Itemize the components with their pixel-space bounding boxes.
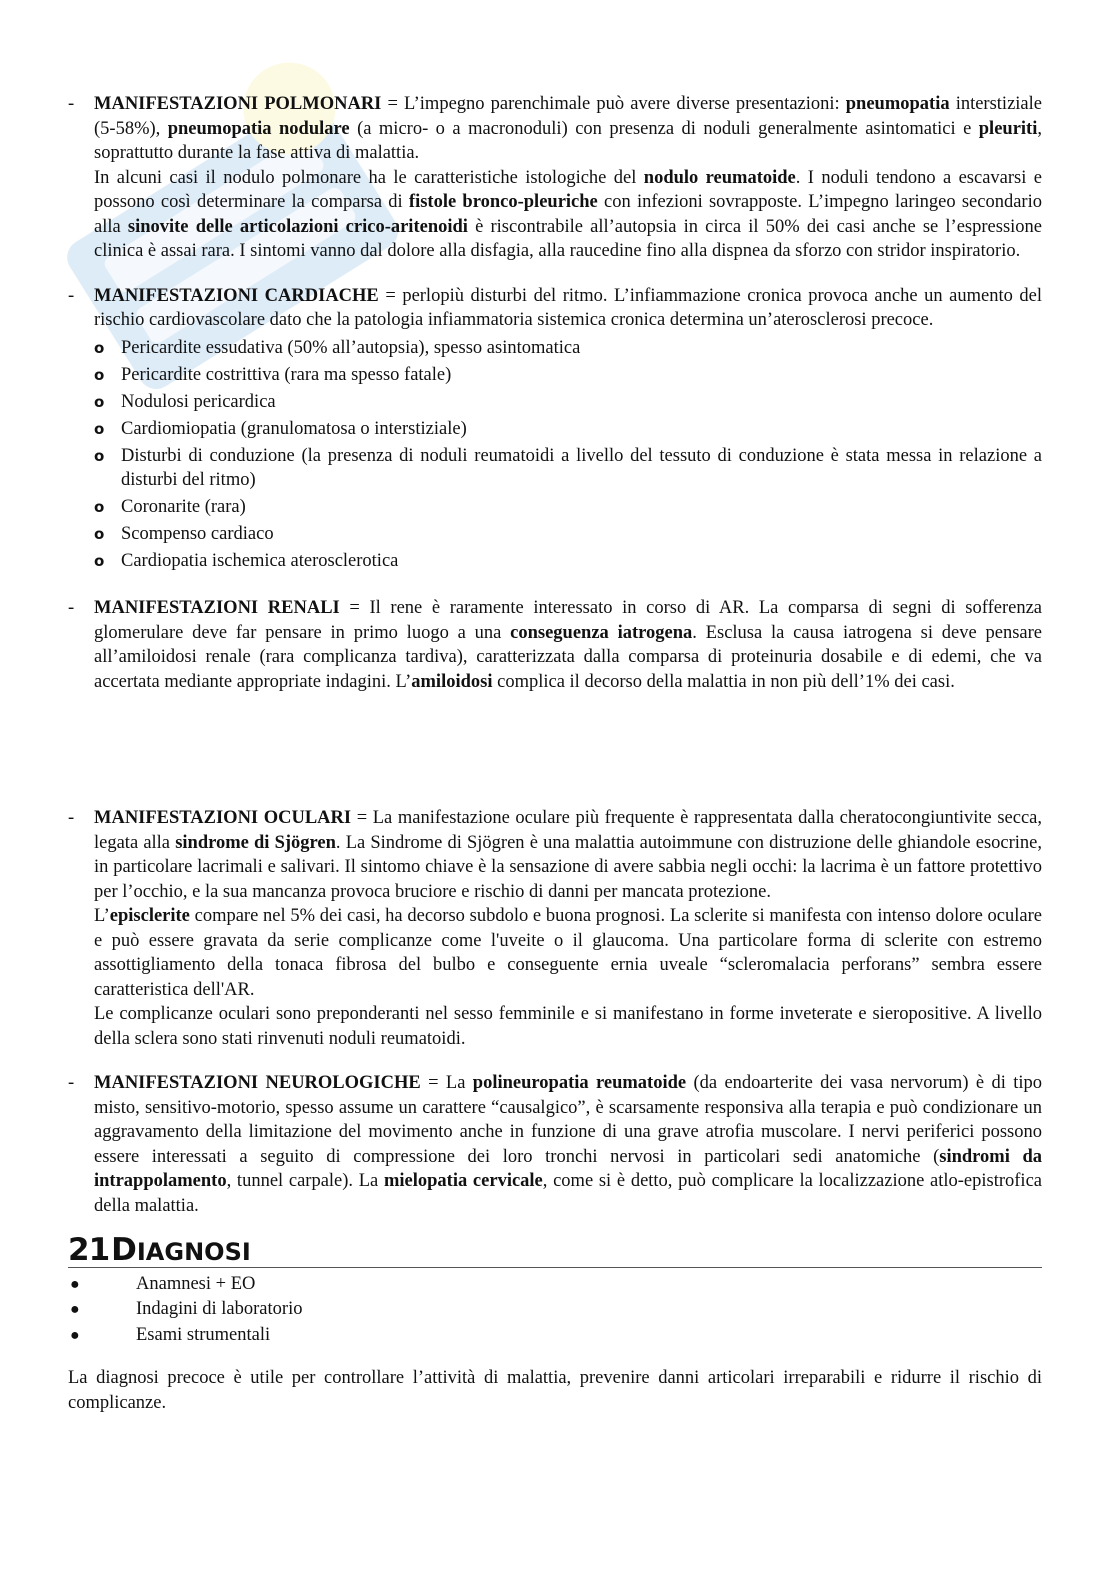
section-body — [94, 806, 1042, 1051]
list-item-text: Disturbi di conduzione (la presenza di noduli reumatoidi a livello del tessuto di conduzione è stata messa in relazione a disturbi del ritmo) — [121, 445, 1042, 490]
list-item-text: Cardiopatia ischemica aterosclerotica — [121, 551, 399, 571]
section-title-initial: D — [111, 1232, 137, 1268]
section-paragraph — [94, 1002, 1042, 1051]
text-run: Le complicanze oculari sono preponderanti nel sesso femminile e si manifestano in forme inveterate e sieropositive. A livello della sclera sono stati rinvenuti noduli reumatoidi. — [94, 1004, 1042, 1049]
manifestation-list — [94, 336, 1042, 574]
section-heading: MANIFESTAZIONI POLMONARI — [94, 94, 382, 114]
text-run: , come si è detto, può complicare la localizzazione atlo-epistrofica della malattia. — [94, 1171, 1042, 1216]
list-item-text: Pericardite costrittiva (rara ma spesso fatale) — [121, 364, 452, 385]
section-body — [94, 1071, 1042, 1218]
list-item — [94, 495, 1042, 520]
circle-bullet-icon: o — [94, 419, 105, 438]
section-paragraph — [94, 166, 1042, 264]
section-heading: MANIFESTAZIONI OCULARI — [94, 808, 352, 828]
list-item-text: Cardiomiopatia (granulomatosa o interstiziale) — [121, 418, 467, 439]
dash-marker-icon: - — [68, 285, 75, 306]
section-body — [94, 596, 1042, 694]
section-block — [68, 92, 1042, 264]
bold-term: mielopatia cervicale — [383, 1171, 543, 1191]
bold-term: pleuriti — [978, 118, 1038, 139]
bold-term: amiloidosi — [411, 671, 493, 692]
text-run: compare nel 5% dei casi, ha decorso subdolo e buona prognosi. La sclerite si manifesta con intenso dolore oculare e può essere gravata da serie complicanze come l'uveite o il glaucoma. Una particolare forma di sclerite con estremo assottigliamento della tonaca fibrosa del bulbo e conseguente ernia uveale “scleromalacia perforans” sembra essere caratteristica dell'AR. — [94, 906, 1042, 1000]
dash-marker-icon: - — [68, 808, 75, 828]
text-run: con infezioni sovrapposte. L’impegno laringeo secondario alla — [94, 192, 1042, 237]
text-run: La — [445, 1073, 473, 1093]
bold-term: conseguenza iatrogena — [510, 622, 693, 643]
section-block — [68, 806, 1042, 1051]
sections-container — [68, 92, 1042, 1218]
section-heading-diagnosi — [68, 1232, 1042, 1268]
text-run: (a micro- o a macronoduli) con presenza di noduli generalmente asintomatici e — [349, 118, 979, 139]
circle-bullet-icon: o — [94, 498, 105, 516]
list-item — [94, 417, 1042, 442]
list-item-text: Scompenso cardiaco — [121, 524, 274, 544]
section-paragraph: MANIFESTAZIONI CARDIACHE = perlopiù disturbi del ritmo. L’infiammazione cronica provoca anche un aumento del rischio cardiovascolare dato che la patologia infiammatoria sistemica cronica determina un’aterosclerosi precoce. — [94, 285, 1042, 330]
text-run: perlopiù disturbi del ritmo. L’infiammazione cronica provoca anche un aumento del rischio cardiovascolare dato che la patologia infiammatoria sistemica cronica determina un’aterosclerosi precoce. — [94, 285, 1042, 330]
list-item — [68, 1297, 1042, 1323]
list-item-text: Anamnesi + EO — [136, 1273, 256, 1294]
section-heading: MANIFESTAZIONI NEUROLOGICHE — [94, 1073, 421, 1093]
bullet-icon: ● — [70, 1326, 80, 1344]
circle-bullet-icon: o — [94, 446, 105, 465]
section-title-rest: IAGNOSI — [136, 1238, 251, 1266]
list-item — [94, 336, 1042, 361]
text-run: (da endoarterite dei vasa nervorum) è di tipo misto, sensitivo-motorio, spesso assume un carattere “causalgico”, è scarsamente responsiva alla terapia e può condizionare un aggravamento della limitazione del movimento anche in funzione di una grave atrofia muscolare. I nervi periferici possono essere interessati a seguito di compressione dei loro tronchi nervosi in particolari sedi anatomiche ( — [94, 1073, 1042, 1167]
list-item — [68, 1272, 1042, 1298]
section-paragraph — [94, 904, 1042, 1002]
section-paragraph: MANIFESTAZIONI NEUROLOGICHE = La polineuropatia reumatoide (da endoarterite dei vasa nervorum) è di tipo misto, sensitivo-motorio, spesso assume un carattere “causalgico”, è scarsamente responsiva alla terapia e può condizionare un aggravamento della limitazione del movimento anche in funzione di una grave atrofia muscolare. I nervi periferici possono essere interessati a seguito di compressione dei loro tronchi nervosi in particolari sedi anatomiche (sindromi da intrappolamento, tunnel carpale). La mielopatia cervicale, come si è detto, può complicare la localizzazione atlo-epistrofica della malattia. — [94, 1073, 1042, 1216]
text-run: La manifestazione oculare più frequente è rappresentata dalla cheratocongiuntivite secca, legata alla — [94, 808, 1043, 853]
list-item-text: Coronarite (rara) — [121, 497, 246, 517]
bold-term: pneumopatia nodulare — [167, 118, 350, 139]
circle-bullet-icon: o — [94, 392, 105, 411]
text-run: , soprattutto durante la fase attiva di malattia. — [94, 118, 1042, 163]
circle-bullet-icon: o — [94, 525, 105, 543]
list-item — [94, 444, 1042, 493]
diagnosi-bullet-list — [68, 1272, 1042, 1349]
text-run: Il rene è raramente interessato in corso di AR. La comparsa di segni di sofferenza glomerulare deve far pensare in primo luogo a una — [94, 598, 1042, 643]
text-run: . Esclusa la causa iatrogena si deve pensare all’amiloidosi renale (rara complicanza tardiva), caratterizzata dalla comparsa di proteinuria dosabile e di edemi, che va accertata mediante appropriate indagini. L’ — [94, 622, 1043, 692]
text-run: In alcuni casi il nodulo polmonare ha le caratteristiche istologiche del — [94, 167, 644, 188]
section-number: 21 — [68, 1232, 110, 1268]
section-heading: MANIFESTAZIONI CARDIACHE — [94, 285, 379, 306]
section-paragraph: MANIFESTAZIONI POLMONARI = L’impegno parenchimale può avere diverse presentazioni: pneumopatia interstiziale (5-58%), pneumopatia nodulare (a micro- o a macronoduli) con presenza di noduli generalmente asintomatici e pleuriti, soprattutto durante la fase attiva di malattia. — [94, 94, 1042, 163]
bold-term: episclerite — [109, 906, 190, 926]
bold-term: sindromi da intrappolamento — [94, 1146, 1042, 1191]
bold-term: fistole bronco-pleuriche — [408, 192, 598, 212]
circle-bullet-icon: o — [94, 552, 105, 570]
list-item — [94, 522, 1042, 547]
list-item — [94, 390, 1042, 415]
dash-marker-icon: - — [68, 94, 75, 114]
section-paragraph: MANIFESTAZIONI OCULARI = La manifestazione oculare più frequente è rappresentata dalla cheratocongiuntivite secca, legata alla sindrome di Sjögren. La Sindrome di Sjögren è una malattia autoimmune con distruzione delle ghiandole esocrine, in particolare lacrimali e salivari. Il sintomo chiave è la sensazione di avere sabbia negli occhi: la lacrima è un fattore protettivo per l’occhio, e la sua mancanza provoca bruciore e rischio di danni per mancata protezione. — [94, 808, 1043, 902]
bold-term: sinovite delle articolazioni crico-aritenoidi — [127, 216, 468, 237]
list-item-text: Pericardite essudativa (50% all’autopsia), spesso asintomatica — [121, 337, 581, 358]
list-item-text: Indagini di laboratorio — [136, 1299, 303, 1319]
text-run: è riscontrabile all’autopsia in circa il 50% dei casi anche se l’espressione clinica è assai rara. I sintomi vanno dal dolore alla disfagia, alla raucedine fino alla dispnea da sforzo con stridor inspiratorio. — [94, 216, 1042, 261]
section-heading: MANIFESTAZIONI RENALI — [94, 598, 340, 618]
section-body — [94, 92, 1042, 264]
bold-term: sindrome di Sjögren — [175, 832, 336, 853]
document-page — [68, 92, 1042, 1434]
bold-term: nodulo reumatoide — [643, 167, 796, 188]
circle-bullet-icon: o — [94, 338, 105, 357]
dash-marker-icon: - — [68, 598, 75, 618]
list-item — [94, 549, 1042, 574]
section-block — [68, 1071, 1042, 1218]
bullet-icon: ● — [70, 1275, 80, 1293]
section-block — [68, 284, 1042, 577]
section-body — [94, 284, 1042, 577]
section-paragraph: MANIFESTAZIONI RENALI = Il rene è raramente interessato in corso di AR. La comparsa di segni di sofferenza glomerulare deve far pensare in primo luogo a una conseguenza iatrogena. Esclusa la causa iatrogena si deve pensare all’amiloidosi renale (rara complicanza tardiva), caratterizzata dalla comparsa di proteinuria dosabile e di edemi, che va accertata mediante appropriate indagini. L’amiloidosi complica il decorso della malattia in non più dell’1% dei casi. — [94, 598, 1043, 692]
bold-term: pneumopatia — [845, 94, 950, 114]
text-run: . La Sindrome di Sjögren è una malattia autoimmune con distruzione delle ghiandole esocrine, in particolare lacrimali e salivari. Il sintomo chiave è la sensazione di avere sabbia negli occhi: la lacrima è un fattore protettivo per l’occhio, e la sua mancanza provoca bruciore e rischio di danni per mancata protezione. — [94, 832, 1042, 902]
diagnosi-conclusion: La diagnosi precoce è utile per controllare l’attività di malattia, prevenire danni articolari irreparabili e ridurre il rischio di complicanze. — [68, 1368, 1042, 1413]
text-run: , tunnel carpale). La — [226, 1171, 384, 1191]
text-run: . I noduli tendono a escavarsi e possono così determinare la comparsa di — [94, 167, 1042, 212]
list-item-text: Esami strumentali — [136, 1324, 271, 1345]
section-block — [68, 596, 1042, 694]
list-item — [94, 363, 1042, 388]
list-item-text: Nodulosi pericardica — [121, 391, 276, 412]
page-spacer — [68, 714, 1042, 806]
circle-bullet-icon: o — [94, 365, 105, 384]
bold-term: polineuropatia reumatoide — [472, 1073, 687, 1093]
text-run: L’ — [94, 906, 110, 926]
text-run: complica il decorso della malattia in non più dell’1% dei casi. — [492, 671, 955, 692]
dash-marker-icon: - — [68, 1073, 75, 1093]
list-item — [68, 1323, 1042, 1349]
text-run: L’impegno parenchimale può avere diverse presentazioni: — [404, 94, 846, 114]
text-run: interstiziale (5-58%), — [94, 94, 1042, 139]
bullet-icon: ● — [70, 1301, 80, 1318]
